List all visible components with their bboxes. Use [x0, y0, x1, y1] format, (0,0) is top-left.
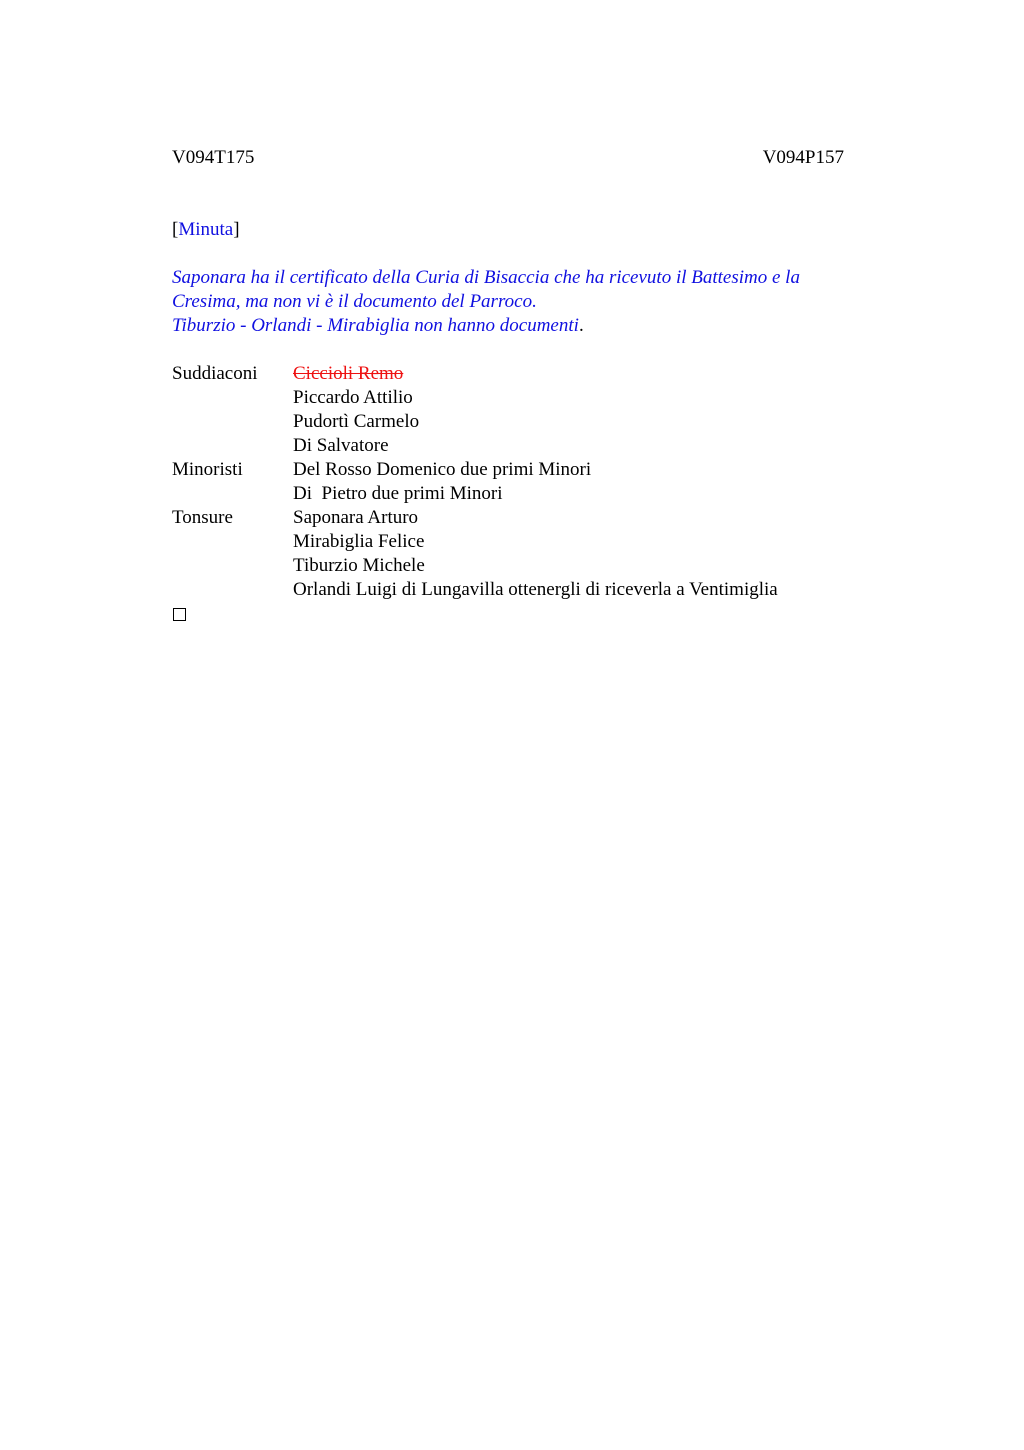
group-minoristi — [172, 458, 854, 506]
document-code-left: V094T175 — [172, 147, 255, 168]
group-label: Tonsure — [172, 507, 233, 528]
bracket-close: ] — [233, 219, 240, 240]
minuta-label: Minuta — [178, 219, 234, 240]
document-page — [172, 146, 854, 621]
editorial-note — [172, 266, 854, 338]
note-line-2-period: . — [578, 315, 584, 336]
group-tonsure — [172, 506, 854, 602]
note-line-2-text: Tiburzio - Orlandi - Mirabiglia non hanno documenti — [172, 315, 579, 336]
name: Di Pietro due primi Minori — [293, 483, 503, 504]
note-line-2 — [172, 314, 854, 338]
note-line-1: Saponara ha il certificato della Curia di Bisaccia che ha ricevuto il Battesimo e la Cresima, ma non vi è il documento del Parroco. — [172, 267, 800, 312]
document-code-right: V094P157 — [762, 147, 844, 168]
group-names — [293, 506, 854, 602]
name: Del Rosso Domenico due primi Minori — [293, 459, 592, 480]
name: Mirabiglia Felice — [293, 531, 425, 552]
document-header — [172, 146, 854, 170]
name-struck: Ciccioli Remo — [293, 363, 404, 384]
ordination-list — [172, 362, 854, 602]
name: Pudortì Carmelo — [293, 411, 420, 432]
bracket-open: [ — [172, 219, 179, 240]
name: Orlandi Luigi di Lungavilla ottenergli di riceverla a Ventimiglia — [293, 579, 778, 600]
name: Piccardo Attilio — [293, 387, 413, 408]
group-names — [293, 458, 854, 506]
name: Tiburzio Michele — [293, 555, 425, 576]
minuta-label-line — [172, 218, 854, 242]
group-names — [293, 362, 854, 458]
group-label: Minoristi — [172, 459, 243, 480]
name: Saponara Arturo — [293, 507, 419, 528]
name: Di Salvatore — [293, 435, 389, 456]
group-suddiaconi — [172, 362, 854, 458]
square-outline-icon — [173, 608, 186, 621]
group-label: Suddiaconi — [172, 363, 258, 384]
